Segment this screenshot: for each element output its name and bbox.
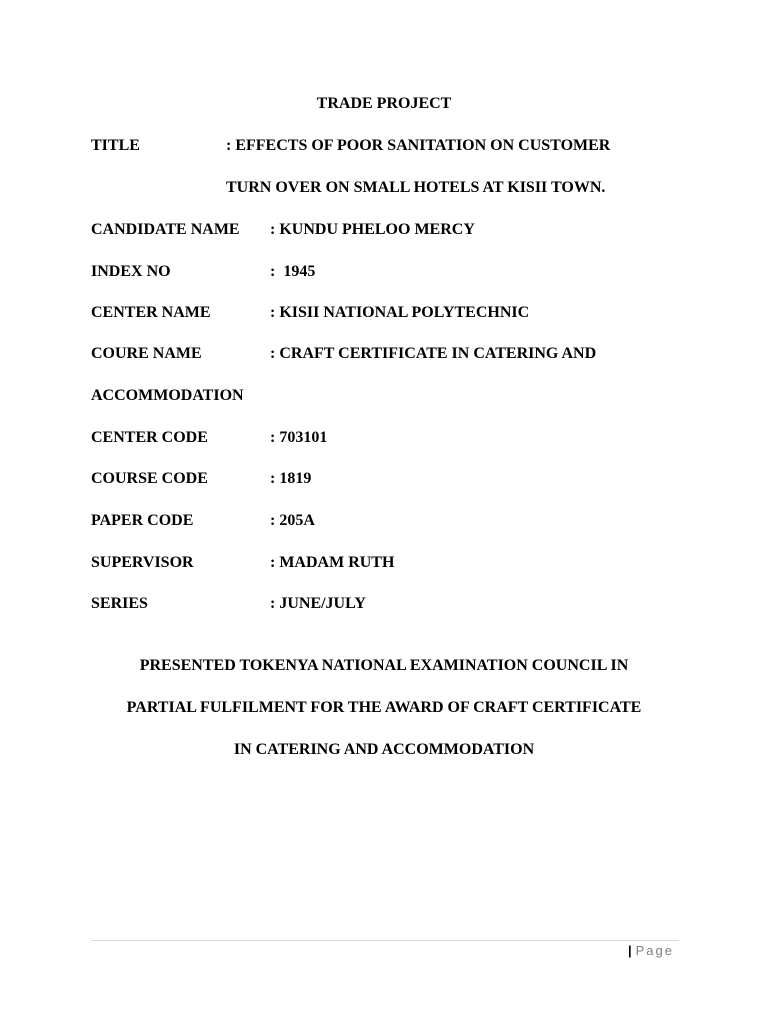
field-value-index-no: : 1945 (270, 263, 316, 280)
field-label-course-name: COURE NAME (91, 345, 202, 362)
presentation-line-1: PRESENTED TOKENYA NATIONAL EXAMINATION COUNCIL IN (139, 657, 629, 674)
presentation-line-3: IN CATERING AND ACCOMMODATION (233, 741, 535, 758)
presentation-line-2: PARTIAL FULFILMENT FOR THE AWARD OF CRAFT CERTIFICATE (126, 699, 642, 716)
footer-separator: | (628, 943, 632, 958)
field-label-center-code: CENTER CODE (91, 429, 208, 446)
field-label-supervisor: SUPERVISOR (91, 554, 194, 571)
footer-divider (91, 940, 679, 941)
field-value-course-name-continuation: ACCOMMODATION (91, 387, 244, 404)
field-value-title: : EFFECTS OF POOR SANITATION ON CUSTOMER (226, 137, 611, 154)
field-value-candidate-name: : KUNDU PHELOO MERCY (270, 221, 475, 238)
field-label-title: TITLE (91, 137, 140, 154)
field-value-course-code: : 1819 (270, 470, 312, 487)
field-value-series: : JUNE/JULY (270, 595, 366, 612)
field-value-paper-code: : 205A (270, 512, 315, 529)
field-value-center-code: : 703101 (270, 429, 328, 446)
field-label-center-name: CENTER NAME (91, 304, 211, 321)
field-label-paper-code: PAPER CODE (91, 512, 194, 529)
field-value-supervisor: : MADAM RUTH (270, 554, 395, 571)
field-label-course-code: COURSE CODE (91, 470, 208, 487)
field-value-course-name: : CRAFT CERTIFICATE IN CATERING AND (270, 345, 597, 362)
field-label-index-no: INDEX NO (91, 263, 171, 280)
field-label-candidate-name: CANDIDATE NAME (91, 221, 240, 238)
page-footer (628, 942, 674, 960)
field-value-center-name: : KISII NATIONAL POLYTECHNIC (270, 304, 530, 321)
footer-page-label: Page (635, 943, 675, 958)
field-label-series: SERIES (91, 595, 148, 612)
document-heading: TRADE PROJECT (316, 95, 452, 112)
field-value-title-continuation: TURN OVER ON SMALL HOTELS AT KISII TOWN. (226, 179, 606, 196)
